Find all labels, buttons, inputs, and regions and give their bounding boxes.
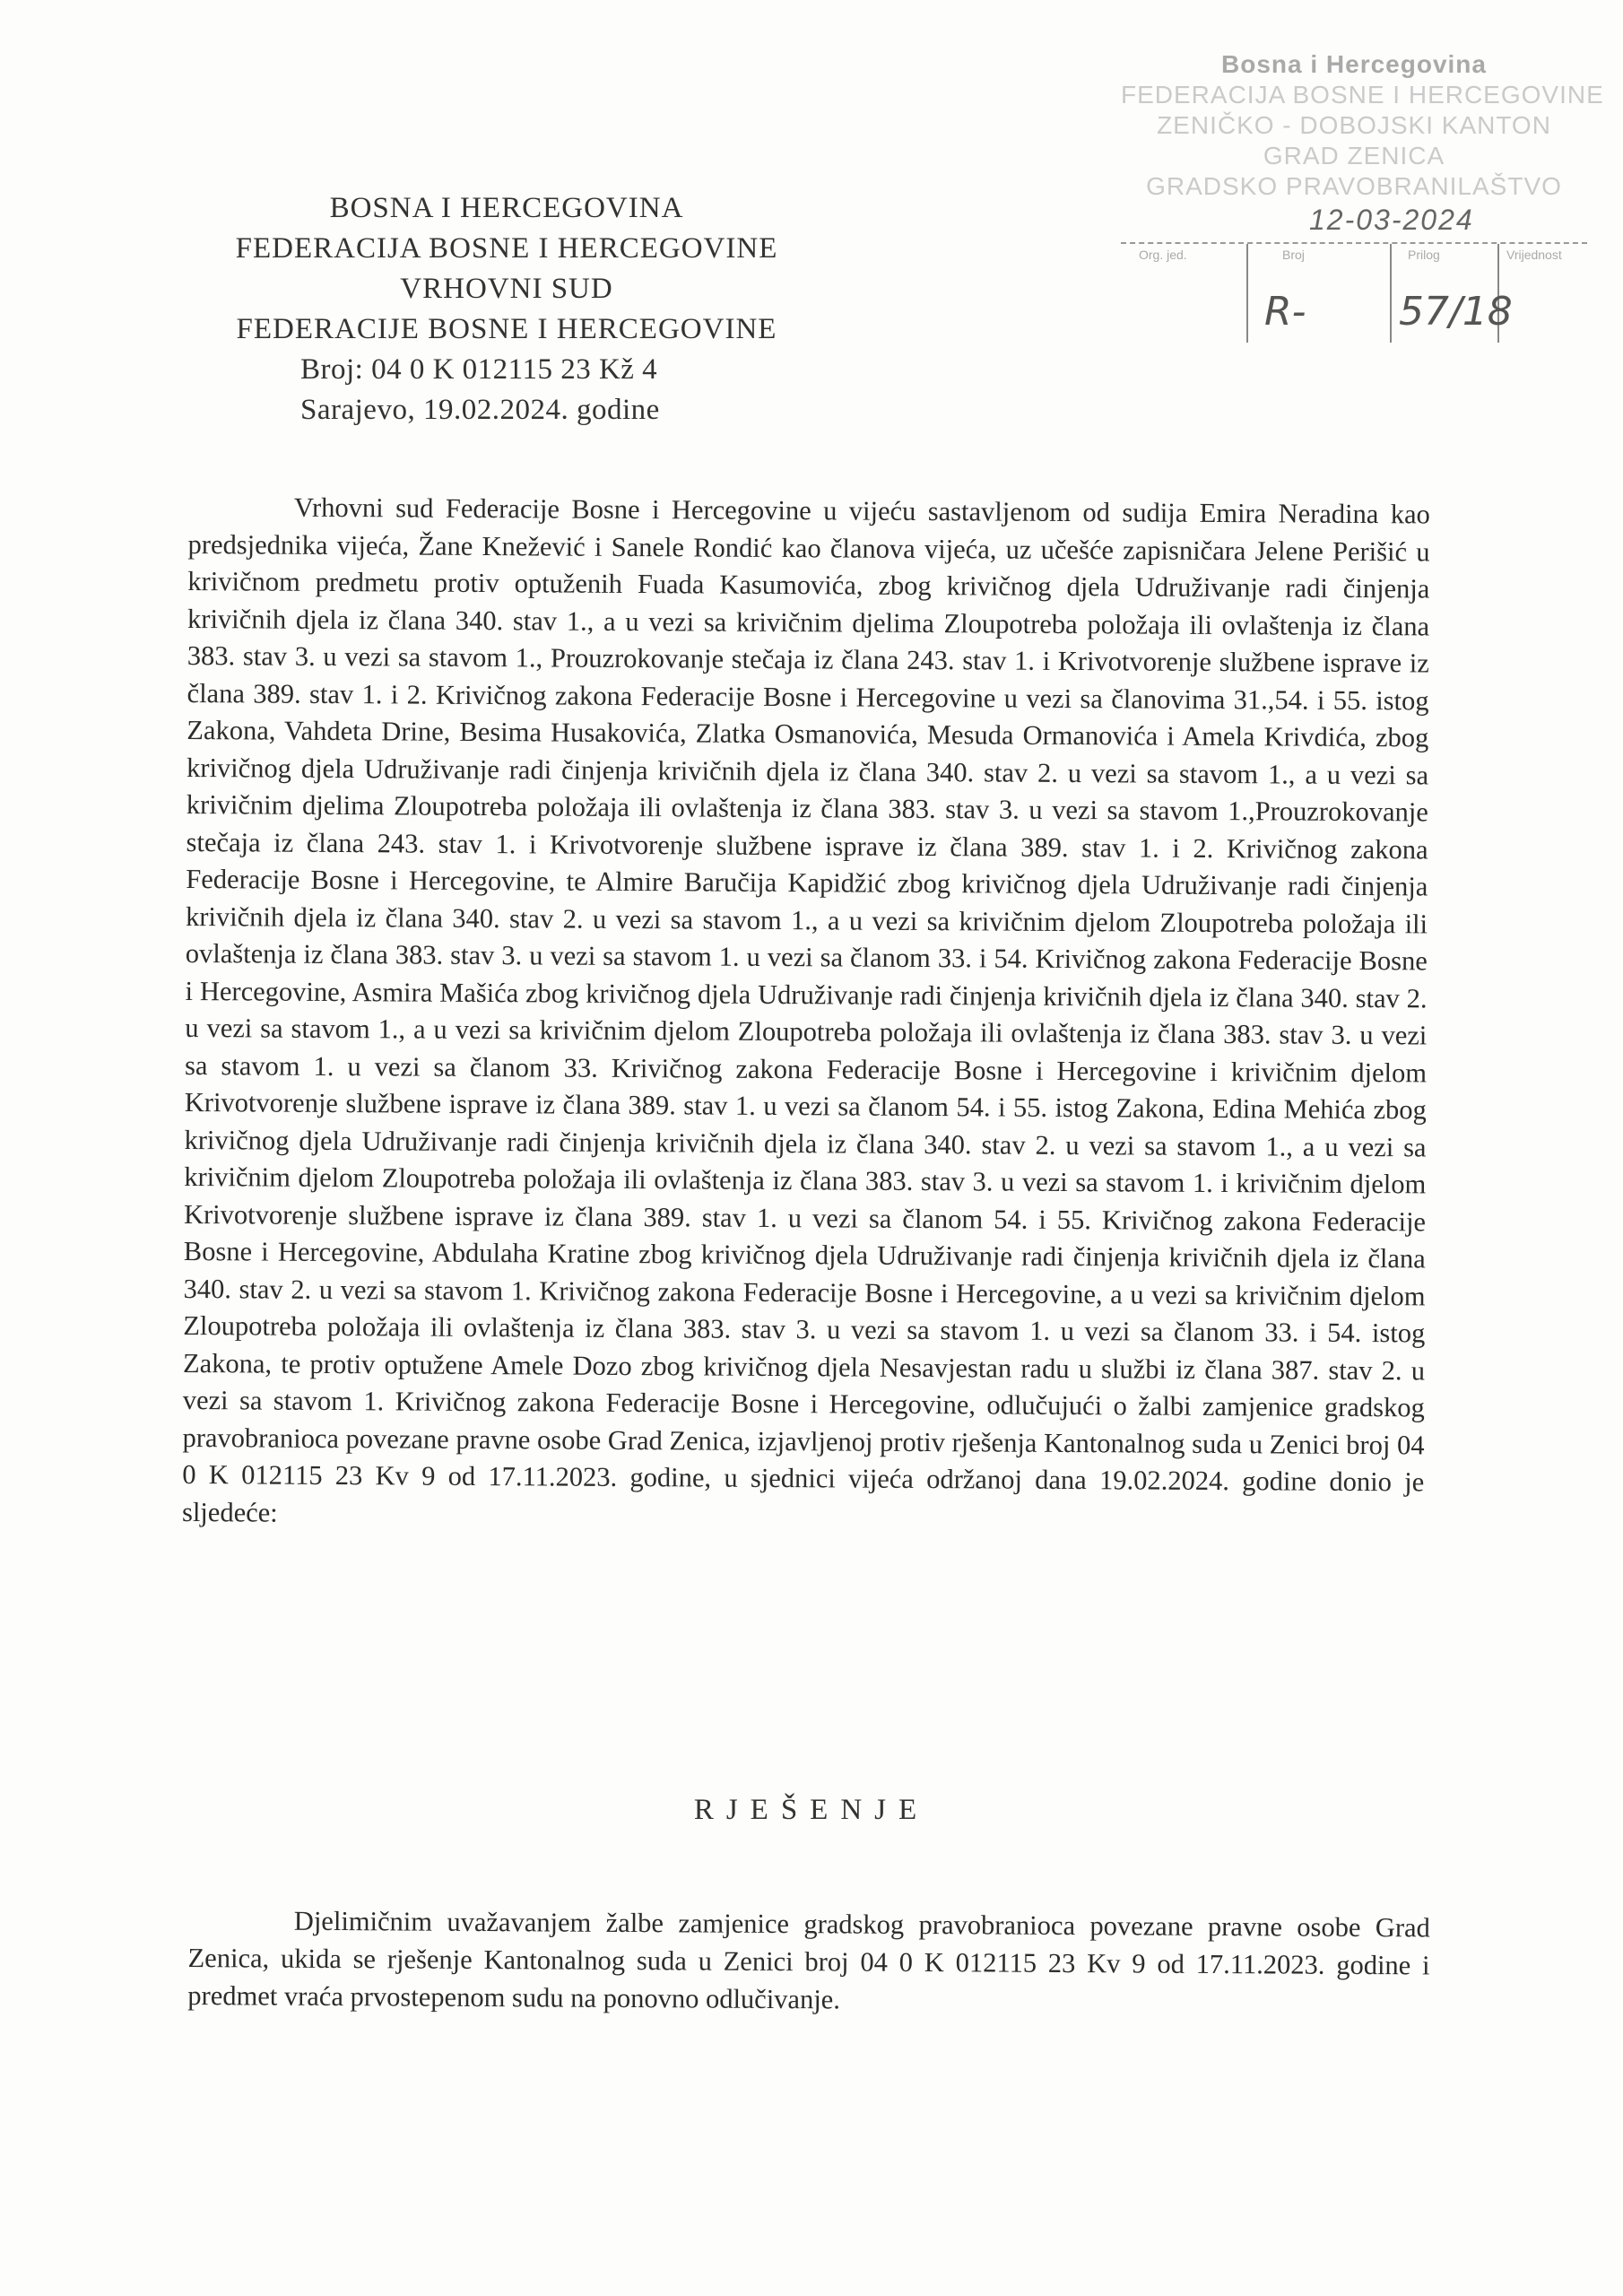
decision-heading: RJEŠENJE	[693, 1794, 930, 1826]
stamp-line-federation: FEDERACIJA BOSNE I HERCEGOVINE	[1121, 81, 1604, 109]
stamp-date: 12-03-2024	[1309, 204, 1474, 236]
stamp-line-country: Bosna i Hercegovina	[1221, 50, 1487, 78]
stamp-grid	[1121, 242, 1587, 343]
stamp-divider	[1390, 244, 1392, 343]
place-date: Sarajevo, 19.02.2024. godine	[300, 394, 660, 426]
stamp-col-header: Vrijednost	[1506, 248, 1562, 262]
header-federation: FEDERACIJA BOSNE I HERCEGOVINE	[235, 232, 778, 265]
decision-paragraph: Djelimičnim uvažavanjem žalbe zamjenice gradskog pravobranioca povezane pravne osobe Grad Zenica, ukida se rješenje Kantonalnog suda u Zenici broj 04 0 K 012115 23 Kv 9 od 17.11.2023. godine i predmet vraća prvostepenom sudu na ponovno odlučivanje.	[187, 1905, 1430, 2015]
stamp-divider	[1246, 244, 1248, 343]
intro-paragraph: Vrhovni sud Federacije Bosne i Hercegovine u vijeću sastavljenom od sudija Emira Neradina kao predsjednika vijeća, Žane Knežević i Sanele Rondić kao članova vijeća, uz učešće zapisničara Jelene Perišić u krivičnom predmetu protiv optuženih Fuada Kasumovića, zbog krivičnog djela Udruživanje radi činjenja krivičnih djela iz člana 340. stav 1., a u vezi sa krivičnim djelima Zloupotreba položaja ili ovlaštenja iz člana 383. stav 3. u vezi sa stavom 1., Prouzrokovanje stečaja iz člana 243. stav 1. i Krivotvorenje službene isprave iz člana 389. stav 1. i 2. Krivičnog zakona Federacije Bosne i Hercegovine u vezi sa članovima 31.,54. i 55. istog Zakona, Vahdeta Drine, Besima Husakovića, Zlatka Osmanovića, Mesuda Ormanovića i Amela Krivdića, zbog krivičnog djela Udruživanje radi činjenja krivičnih djela iz člana 340. stav 2. u vezi sa stavom 1., a u vezi sa krivičnim djelima Zloupotreba položaja ili ovlaštenja iz člana 383. stav 3. u vezi sa stavom 1.,Prouzrokovanje stečaja iz člana 243. stav 1. i Krivotvorenje službene isprave iz člana 389. stav 1. i 2. Krivičnog zakona Federacije Bosne i Hercegovine, te Almire Baručija Kapidžić zbog krivičnog djela Udruživanje radi činjenja krivičnih djela iz člana 340. stav 2. u vezi sa stavom 1., a u vezi sa krivičnim djelom Zloupotreba položaja ili ovlaštenja iz člana 383. stav 3. u vezi sa stavom 1. u vezi sa članom 33. i 54. Krivičnog zakona Federacije Bosne i Hercegovine, Asmira Mašića zbog krivičnog djela Udruživanje radi činjenja krivičnih djela iz člana 340. stav 2. u vezi sa stavom 1., a u vezi sa krivičnim djelom Zloupotreba položaja ili ovlaštenja iz člana 383. stav 3. u vezi sa stavom 1. u vezi sa članom 33. Krivičnog zakona Federacije Bosne i Hercegovine i krivičnim djelom Krivotvorenje službene isprave iz člana 389. stav 1. u vezi sa članom 54. i 55. istog Zakona, Edina Mehića zbog krivičnog djela Udruživanje radi činjenja krivičnih djela iz člana 340. stav 2. u vezi sa stavom 1., a u vezi sa krivičnim djelom Zloupotreba položaja ili ovlaštenja iz člana 383. stav 3. u vezi sa stavom 1. i krivičnim djelom Krivotvorenje službene isprave iz člana 389. stav 1. u vezi sa članom 54. i 55. Krivičnog zakona Federacije Bosne i Hercegovine, Abdulaha Kratine zbog krivičnog djela Udruživanje radi činjenja krivičnih djela iz člana 340. stav 2. u vezi sa stavom 1. Krivičnog zakona Federacije Bosne i Hercegovine, a u vezi sa krivičnim djelom Zloupotreba položaja ili ovlaštenja iz člana 383. stav 3. u vezi sa stavom 1. u vezi sa članom 33. i 54. istog Zakona, te protiv optužene Amele Dozo zbog krivičnog djela Nesavjestan radu u službi iz člana 387. stav 2. u vezi sa stavom 1. Krivičnog zakona Federacije Bosne i Hercegovine, odlučujući o žalbi zamjenice gradskog pravobranioca povezane pravne osobe Grad Zenica, izjavljenoj protiv rješenja Kantonalnog suda u Zenici broj 04 0 K 012115 23 Kv 9 od 17.11.2023. godine, u sjednici vijeća održanoj dana 19.02.2024. godine donio je sljedeće:	[181, 491, 1430, 1528]
case-number: Broj: 04 0 K 012115 23 Kž 4	[300, 353, 658, 386]
stamp-col-header: Prilog	[1408, 248, 1440, 262]
header-court-federation: FEDERACIJE BOSNE I HERCEGOVINE	[236, 313, 777, 345]
stamp-col-header: Org. jed.	[1139, 248, 1187, 262]
decision-section	[187, 1901, 1430, 2022]
stamp-line-canton: ZENIČKO - DOBOJSKI KANTON	[1157, 111, 1551, 139]
stamp-col-header: Broj	[1282, 248, 1305, 262]
header-country: BOSNA I HERCEGOVINA	[329, 192, 684, 224]
header-court: VRHOVNI SUD	[400, 273, 613, 305]
stamp-line-city: GRAD ZENICA	[1263, 142, 1445, 170]
court-header	[193, 188, 820, 430]
registry-stamp	[1121, 49, 1604, 336]
stamp-entry-org: R-	[1264, 289, 1306, 335]
stamp-entry-number: 57/18	[1399, 289, 1513, 335]
stamp-line-office: GRADSKO PRAVOBRANILAŠTVO	[1146, 172, 1562, 200]
intro-section	[182, 489, 1430, 1538]
